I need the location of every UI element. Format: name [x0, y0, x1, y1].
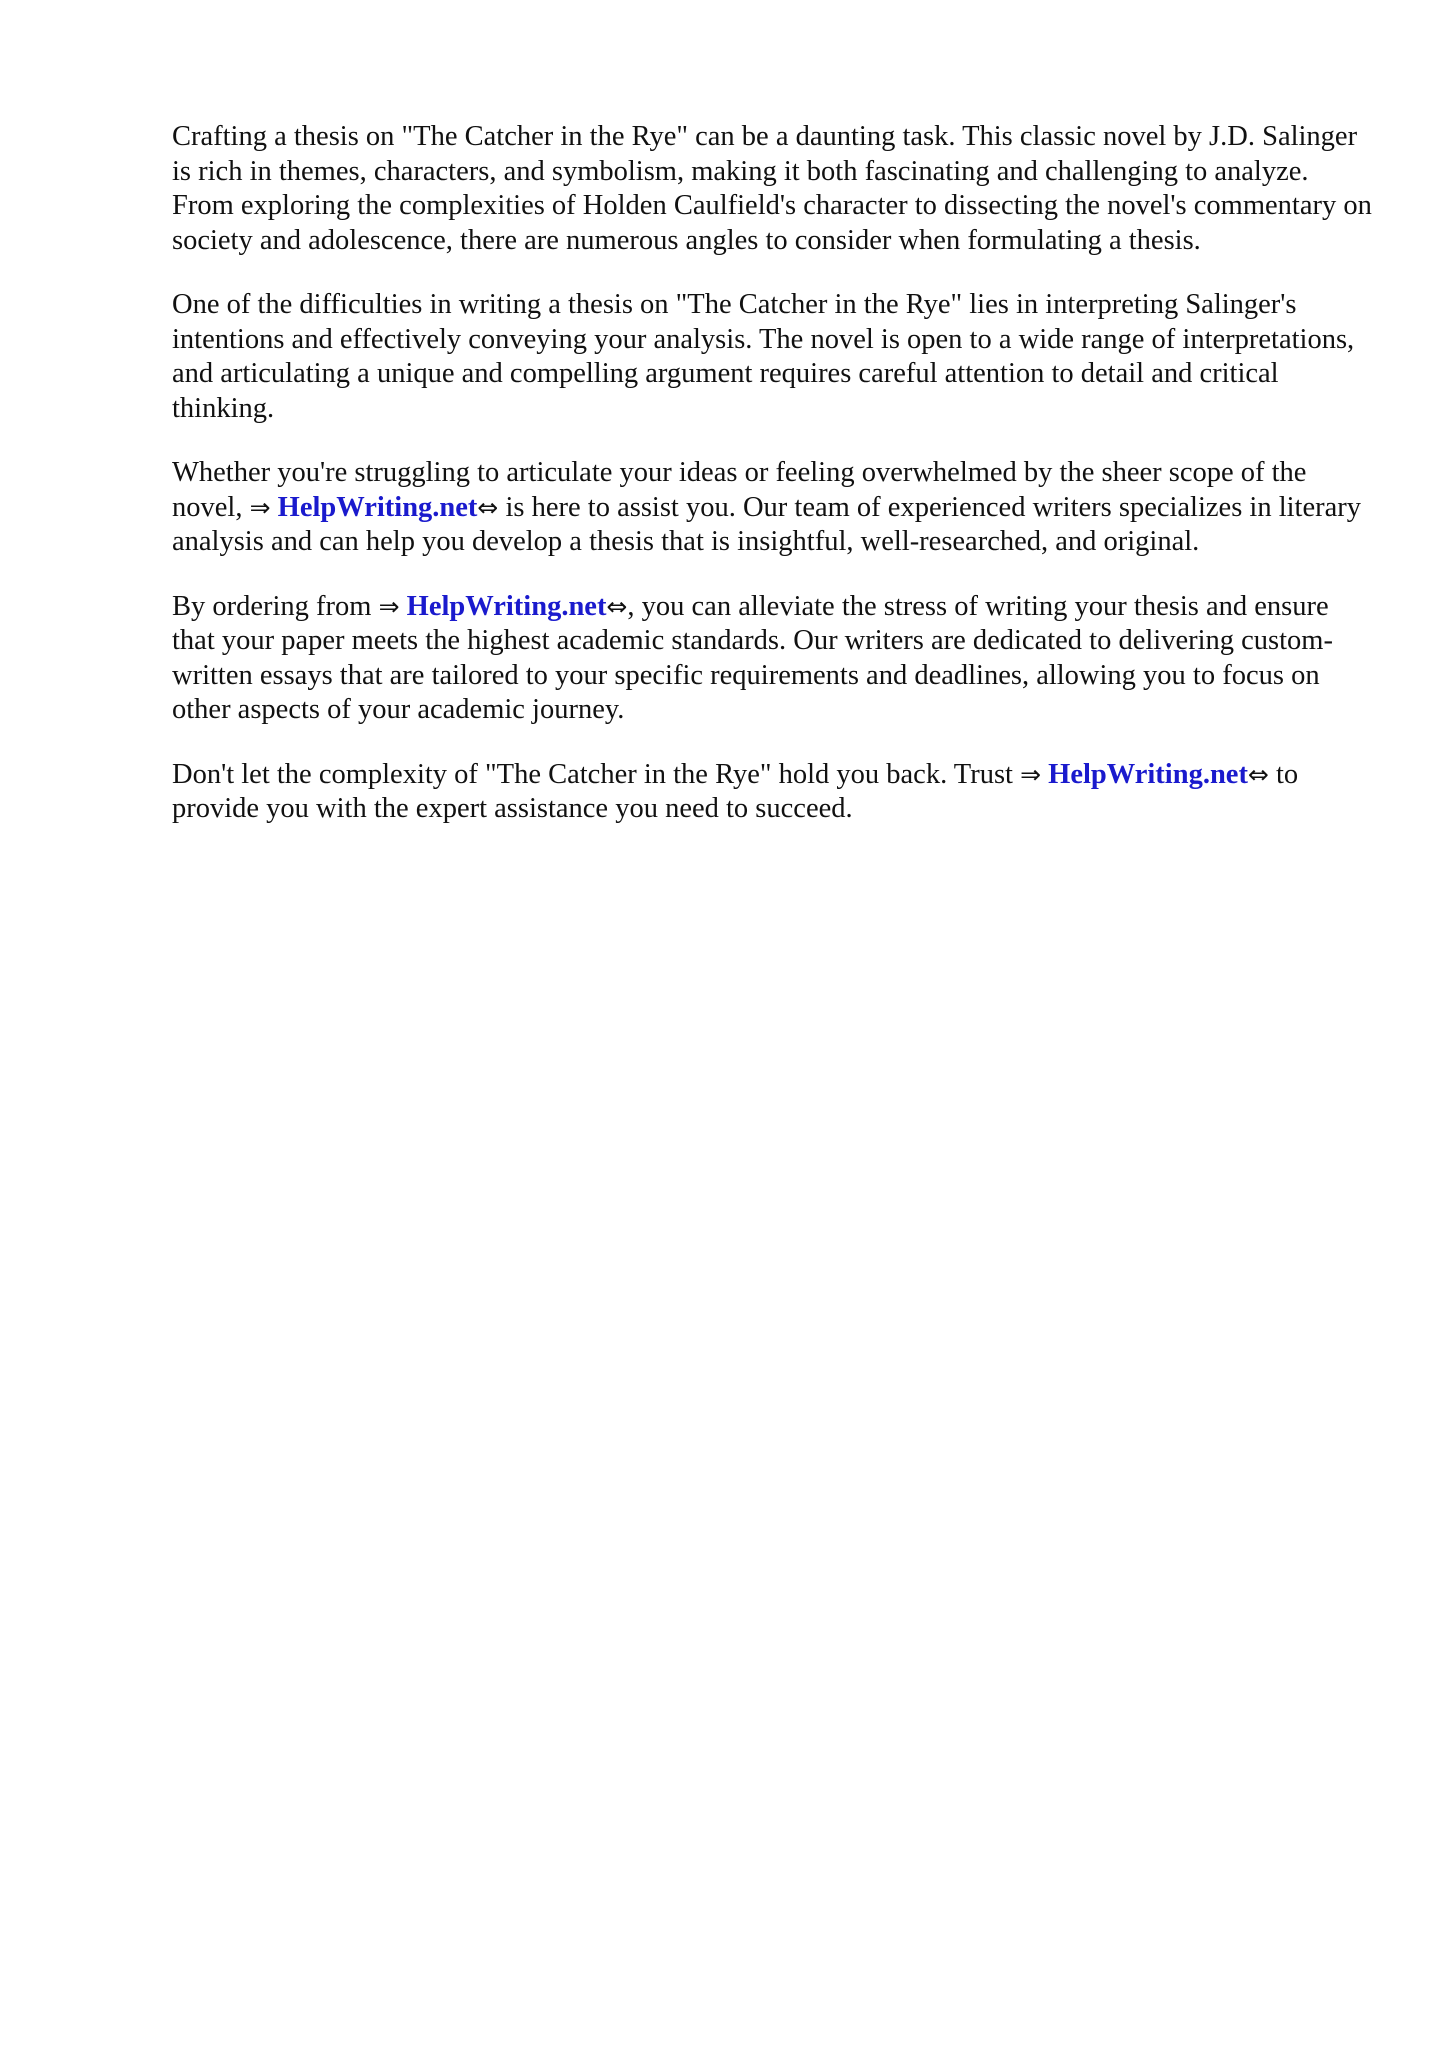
- paragraph-text: By ordering from: [172, 590, 379, 622]
- right-double-arrow-icon: ⇒: [378, 591, 400, 621]
- paragraph-text: is here to assist you. Our team of experienced writers specializes in literary analysis and can help you develop a thesis that is insightful, well-researched, and original.: [172, 491, 1361, 557]
- left-right-double-arrow-icon: ⇔: [606, 591, 628, 621]
- paragraph-text: Whether you're struggling to articulate your ideas or feeling overwhelmed by the sheer scope of the novel,: [172, 457, 1307, 523]
- paragraph-text: to provide you with the expert assistance you need to succeed.: [172, 758, 1299, 824]
- paragraph-difficulties: [172, 288, 1372, 426]
- left-right-double-arrow-icon: ⇔: [1247, 759, 1269, 789]
- right-double-arrow-icon: ⇒: [1020, 759, 1042, 789]
- paragraph-assist: [172, 456, 1372, 560]
- paragraph-ordering: [172, 590, 1372, 728]
- helpwriting-link[interactable]: HelpWriting.net: [406, 590, 607, 622]
- paragraph-closing: [172, 758, 1372, 827]
- right-double-arrow-icon: ⇒: [249, 492, 271, 522]
- paragraph-text: Don't let the complexity of "The Catcher in the Rye" hold you back. Trust: [172, 758, 1021, 790]
- paragraph-text: , you can alleviate the stress of writing your thesis and ensure that your paper meets the highest academic standards. Our writers are dedicated to delivering custom-written essays that are tailored to your specific requirements and deadlines, allowing you to focus on other aspects of your academic journey.: [172, 590, 1333, 725]
- left-right-double-arrow-icon: ⇔: [477, 492, 499, 522]
- paragraph-text: Crafting a thesis on "The Catcher in the Rye" can be a daunting task. This classic novel by J.D. Salinger is rich in themes, characters, and symbolism, making it both fascinating and challenging to analyze. From exploring the complexities of Holden Caulfield's character to dissecting the novel's commentary on society and adolescence, there are numerous angles to consider when formulating a thesis.: [172, 121, 1372, 256]
- helpwriting-link[interactable]: HelpWriting.net: [277, 491, 478, 523]
- helpwriting-link[interactable]: HelpWriting.net: [1048, 758, 1248, 790]
- document-page: [172, 120, 1372, 857]
- paragraph-intro: [172, 120, 1372, 258]
- paragraph-text: One of the difficulties in writing a thesis on "The Catcher in the Rye" lies in interpreting Salinger's intentions and effectively conveying your analysis. The novel is open to a wide range of interpretations, and articulating a unique and compelling argument requires careful attention to detail and critical thinking.: [172, 289, 1355, 424]
